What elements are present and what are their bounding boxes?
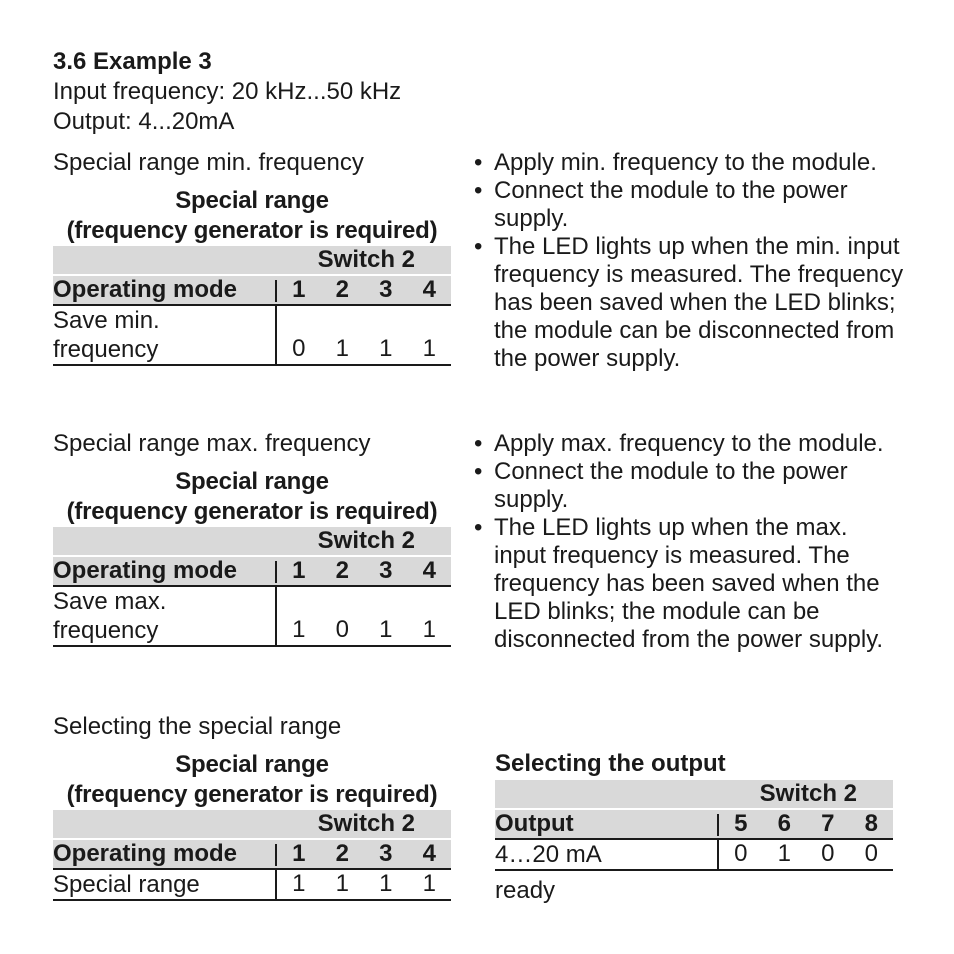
value-2: 1 xyxy=(335,870,349,897)
list-item: • Connect the module to the power supply. xyxy=(474,458,884,514)
table-row xyxy=(53,870,451,901)
col-3: 3 xyxy=(379,276,393,303)
table-row xyxy=(53,306,451,366)
row-label-line2: frequency xyxy=(53,617,159,644)
value-6: 1 xyxy=(777,840,791,867)
min-instructions-list xyxy=(474,149,904,373)
row-label: Special range xyxy=(53,871,200,898)
row-label-line1: Save min. xyxy=(53,307,160,334)
min-caption-subtitle: (frequency generator is required) xyxy=(66,217,438,244)
table-row xyxy=(53,587,451,647)
list-item: • The LED lights up when the min. input frequency is measured. The frequency has been saved when the LED blinks; the module can be disconnected from the power supply. xyxy=(474,233,906,373)
min-caption-title: Special range xyxy=(175,187,329,214)
column-header-row xyxy=(53,838,451,870)
output-text: Output: 4...20mA xyxy=(53,108,235,135)
col-2: 2 xyxy=(335,276,349,303)
max-frequency-intro: Special range max. frequency xyxy=(53,430,371,457)
list-item: • Apply min. frequency to the module. xyxy=(474,149,904,177)
value-3: 1 xyxy=(379,335,393,362)
col-6: 6 xyxy=(777,810,791,837)
col-7: 7 xyxy=(821,810,835,837)
min-switch-table xyxy=(53,246,451,366)
column-header-row xyxy=(53,555,451,587)
value-4: 1 xyxy=(422,870,436,897)
value-5: 0 xyxy=(734,840,748,867)
col-4: 4 xyxy=(422,840,436,867)
switch-header-label: Switch 2 xyxy=(317,810,415,837)
range-switch-table xyxy=(53,810,451,901)
max-switch-table xyxy=(53,527,451,647)
range-caption-subtitle: (frequency generator is required) xyxy=(66,781,438,808)
switch-header xyxy=(495,780,893,808)
row-label-line1: Save max. xyxy=(53,588,167,615)
col-2: 2 xyxy=(335,557,349,584)
select-range-intro: Selecting the special range xyxy=(53,713,342,740)
switch-header xyxy=(53,810,451,838)
input-frequency-text: Input frequency: 20 kHz...50 kHz xyxy=(53,78,402,105)
col-3: 3 xyxy=(379,557,393,584)
max-instructions-list xyxy=(474,430,904,654)
value-1: 1 xyxy=(292,870,306,897)
list-item: • The LED lights up when the max. input frequency is measured. The frequency has been saved when the LED blinks; the module can be disconnected from the power supply. xyxy=(474,514,906,654)
operating-mode-header: Operating mode xyxy=(53,840,238,867)
value-3: 1 xyxy=(379,616,393,643)
value-4: 1 xyxy=(422,335,436,362)
output-header: Output xyxy=(495,810,574,837)
range-caption-title: Special range xyxy=(175,751,329,778)
min-frequency-intro: Special range min. frequency xyxy=(53,149,364,176)
operating-mode-header: Operating mode xyxy=(53,276,238,303)
column-header-row xyxy=(495,808,893,840)
col-2: 2 xyxy=(335,840,349,867)
switch-header-label: Switch 2 xyxy=(759,780,857,807)
max-caption-title: Special range xyxy=(175,468,329,495)
ready-text: ready xyxy=(495,877,556,904)
col-3: 3 xyxy=(379,840,393,867)
value-3: 1 xyxy=(379,870,393,897)
switch-header-label: Switch 2 xyxy=(317,246,415,273)
list-item: • Apply max. frequency to the module. xyxy=(474,430,904,458)
col-8: 8 xyxy=(864,810,878,837)
table-row xyxy=(495,840,893,871)
switch-header xyxy=(53,527,451,555)
col-1: 1 xyxy=(292,840,306,867)
value-2: 0 xyxy=(335,616,349,643)
col-5: 5 xyxy=(734,810,748,837)
column-header-row xyxy=(53,274,451,306)
value-1: 1 xyxy=(292,616,306,643)
value-2: 1 xyxy=(335,335,349,362)
switch-header xyxy=(53,246,451,274)
value-1: 0 xyxy=(292,335,306,362)
col-4: 4 xyxy=(422,276,436,303)
col-1: 1 xyxy=(292,276,306,303)
value-4: 1 xyxy=(422,616,436,643)
output-switch-table xyxy=(495,780,893,871)
row-label: 4…20 mA xyxy=(495,841,602,868)
col-4: 4 xyxy=(422,557,436,584)
value-7: 0 xyxy=(821,840,835,867)
switch-header-label: Switch 2 xyxy=(317,527,415,554)
list-item: • Connect the module to the power supply. xyxy=(474,177,884,233)
operating-mode-header: Operating mode xyxy=(53,557,238,584)
section-heading: 3.6 Example 3 xyxy=(53,48,212,75)
row-label-line2: frequency xyxy=(53,336,159,363)
value-8: 0 xyxy=(864,840,878,867)
output-select-title: Selecting the output xyxy=(495,750,726,777)
max-caption-subtitle: (frequency generator is required) xyxy=(66,498,438,525)
col-1: 1 xyxy=(292,557,306,584)
